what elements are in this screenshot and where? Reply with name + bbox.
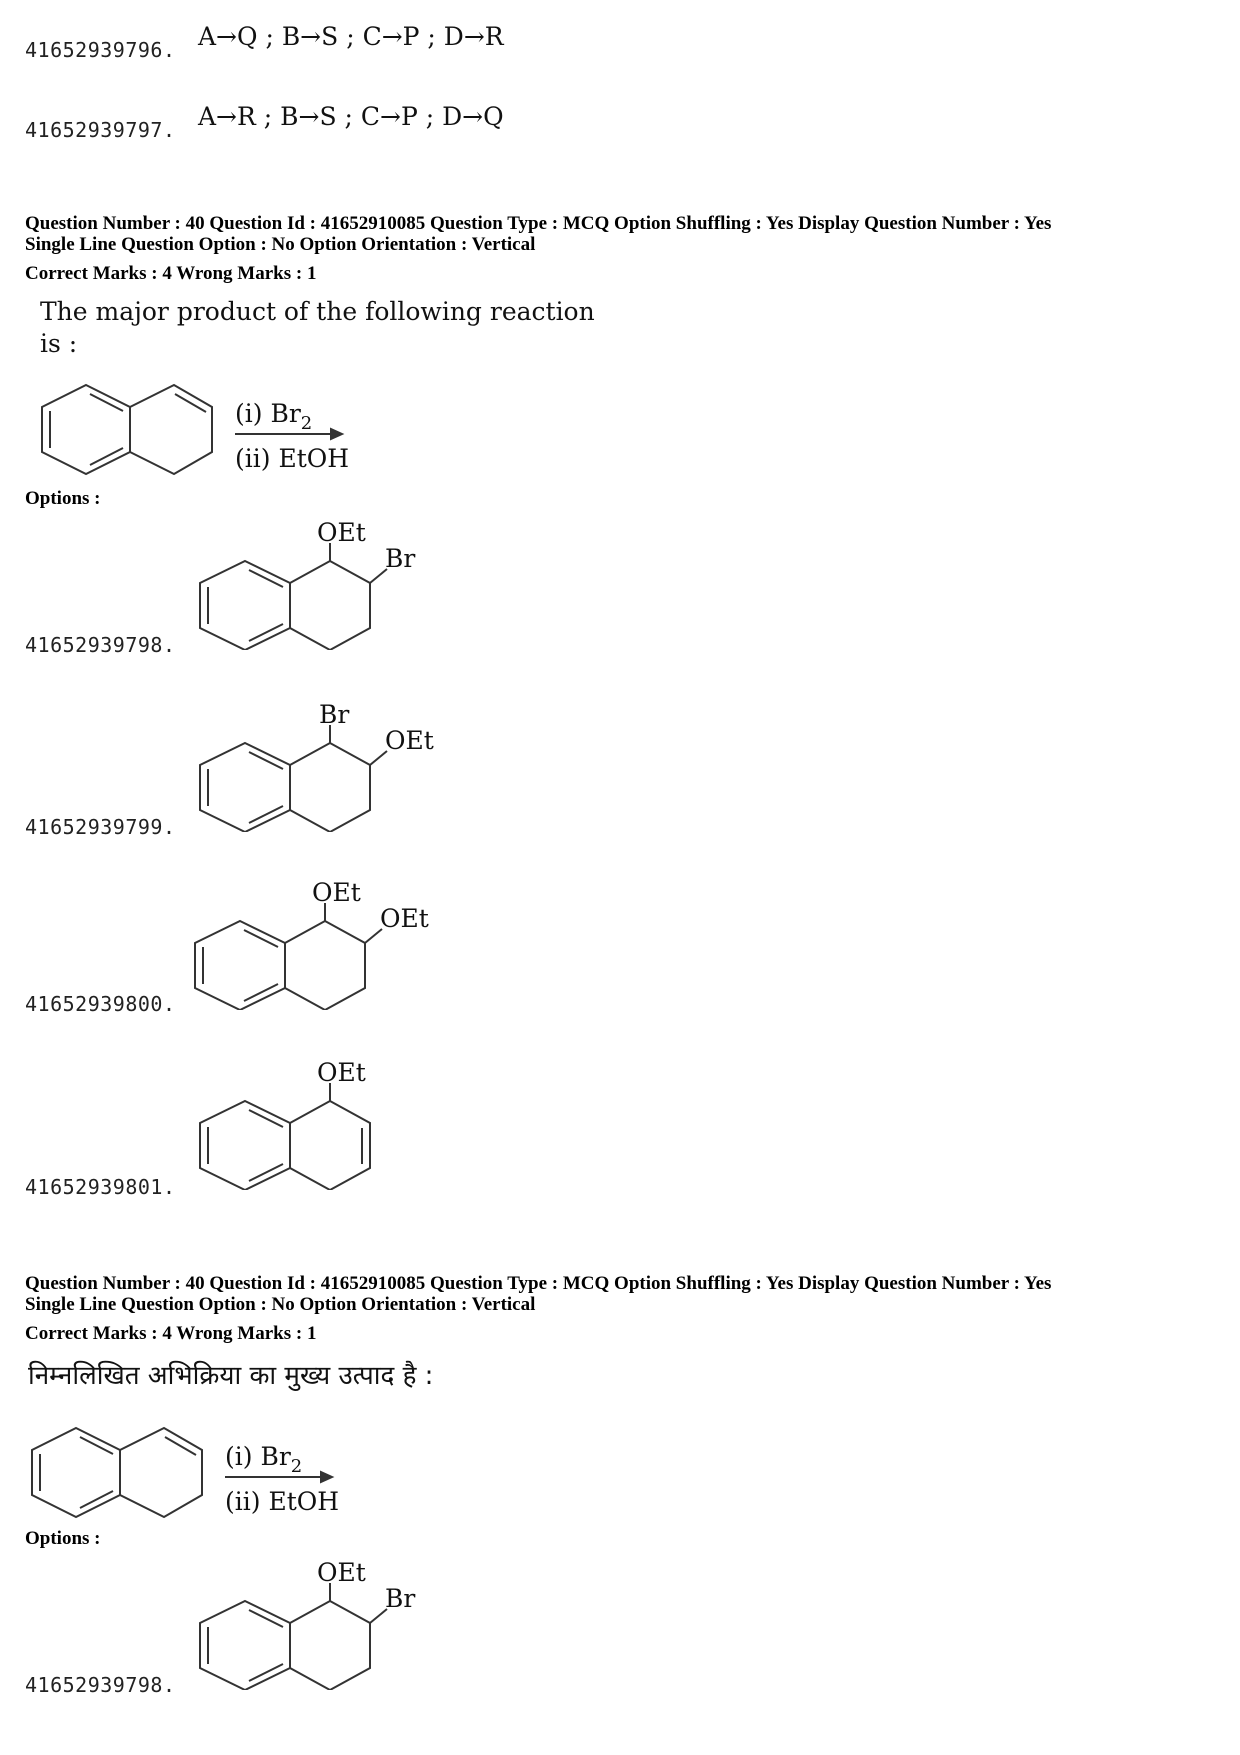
benzene-ring: [42, 385, 130, 474]
option-structure: [195, 515, 435, 650]
option-text: A→Q ; B→S ; C→P ; D→R: [198, 22, 504, 51]
option-id: 41652939800.: [25, 992, 176, 1016]
option-structure: [195, 697, 435, 832]
question-meta-line: Question Number : 40 Question Id : 41652910085 Question Type : MCQ Option Shuffling : Yes Display Question Number : Yes: [25, 213, 1052, 234]
option-id: 41652939796.: [25, 38, 176, 62]
option-structure: [195, 1055, 435, 1190]
substituent-right: OEt: [385, 726, 434, 755]
option-id: 41652939801.: [25, 1175, 176, 1199]
question-meta-line: Single Line Question Option : No Option Orientation : Vertical: [25, 1294, 536, 1315]
marks-line: Correct Marks : 4 Wrong Marks : 1: [25, 1323, 317, 1344]
substituent-top: OEt: [317, 1558, 366, 1587]
option-id: 41652939798.: [25, 633, 176, 657]
question-text-hindi: निम्नलिखित अभिक्रिया का मुख्य उत्पाद है :: [28, 1361, 434, 1391]
options-label: Options :: [25, 1528, 101, 1549]
reagent-1: (i) $Br_2$: [225, 1442, 303, 1477]
question-meta-line: Question Number : 40 Question Id : 41652910085 Question Type : MCQ Option Shuffling : Yes Display Question Number : Yes: [25, 1273, 1052, 1294]
marks-line: Correct Marks : 4 Wrong Marks : 1: [25, 263, 317, 284]
option-id: 41652939798.: [25, 1673, 176, 1697]
dihydro-ring: [130, 385, 212, 474]
substituent-right: Br: [385, 1584, 416, 1613]
reaction-scheme: [30, 1418, 350, 1528]
options-label: Options :: [25, 488, 101, 509]
substituent-top: Br: [319, 700, 350, 729]
reaction-scheme: [40, 375, 360, 485]
option-structure: [190, 875, 430, 1010]
question-text: The major product of the following reaction: [40, 297, 595, 326]
option-id: 41652939797.: [25, 118, 176, 142]
option-text: A→R ; B→S ; C→P ; D→Q: [198, 102, 504, 131]
substituent-top: OEt: [317, 518, 366, 547]
option-structure: [195, 1555, 435, 1690]
reagent-1: (i) $Br_2$: [235, 399, 313, 434]
question-text: is :: [40, 329, 78, 358]
substituent-right: OEt: [380, 904, 429, 933]
reagent-2: (ii) EtOH: [225, 1487, 340, 1516]
substituent-top: OEt: [317, 1058, 366, 1087]
option-id: 41652939799.: [25, 815, 176, 839]
substituent-top: OEt: [312, 878, 361, 907]
question-meta-line: Single Line Question Option : No Option Orientation : Vertical: [25, 234, 536, 255]
reagent-2: (ii) EtOH: [235, 444, 350, 473]
substituent-right: Br: [385, 544, 416, 573]
